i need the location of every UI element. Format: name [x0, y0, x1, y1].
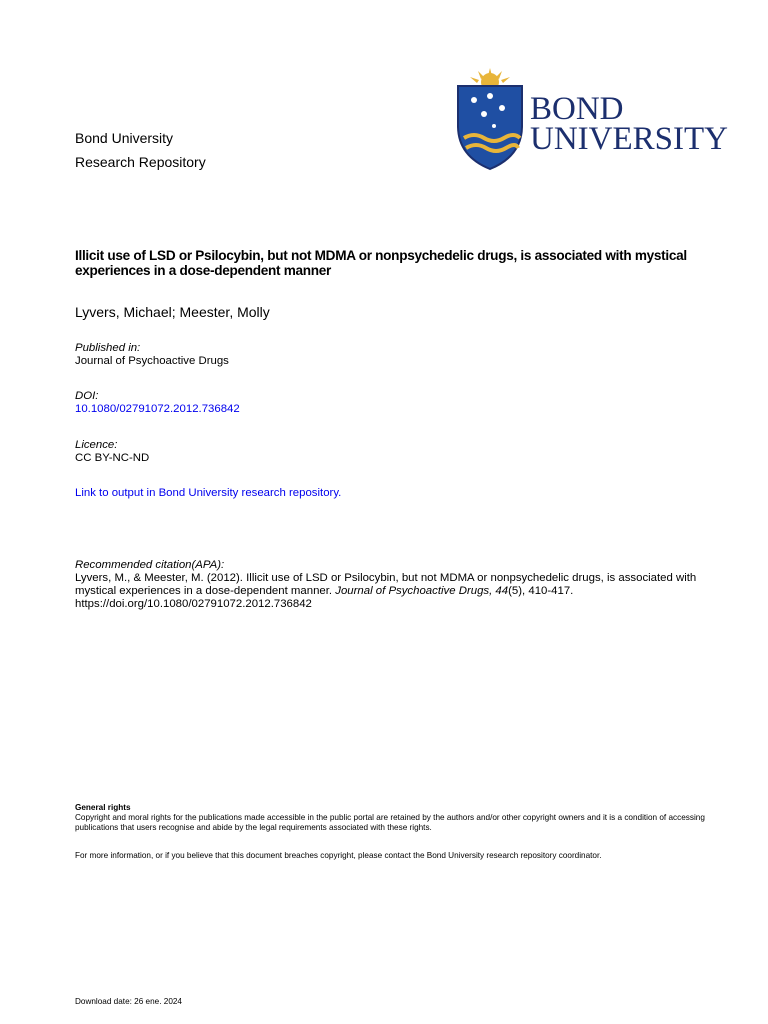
general-rights-text: Copyright and moral rights for the publications made accessible in the public portal are retained by the authors and/or other copyright owners and it is a condition of accessing publications that users recognise and abide by the legal requirements associated with these rights. — [75, 813, 705, 832]
licence-label: Licence: — [75, 439, 118, 451]
logo-text-line-1: BOND — [530, 91, 624, 127]
published-in-block — [75, 342, 229, 368]
output-link-block — [75, 487, 341, 500]
repository-output-link[interactable]: Link to output in Bond University research repository. — [75, 487, 342, 499]
doi-block — [75, 390, 240, 416]
doi-label: DOI: — [75, 390, 99, 402]
general-rights-contact: For more information, or if you believe that this document breaches copyright, please contact the Bond University research repository coordinator. — [75, 851, 602, 860]
published-in-label: Published in: — [75, 342, 141, 354]
general-rights-block — [75, 803, 725, 861]
logo-wordmark — [530, 91, 728, 157]
published-in-value: Journal of Psychoactive Drugs — [75, 355, 229, 367]
repository-name — [75, 126, 206, 174]
paper-authors: Lyvers, Michael; Meester, Molly — [75, 304, 270, 320]
licence-value: CC BY-NC-ND — [75, 452, 150, 464]
crest-icon — [454, 68, 526, 172]
paper-title: Illicit use of LSD or Psilocybin, but not MDMA or nonpsychedelic drugs, is associated with mystical experiences in a dose-dependent manner — [75, 248, 687, 278]
citation-text — [75, 572, 715, 611]
logo-text-line-2: UNIVERSITY — [530, 121, 728, 157]
licence-block — [75, 439, 149, 465]
download-date: Download date: 26 ene. 2024 — [75, 997, 182, 1006]
citation-label: Recommended citation(APA): — [75, 559, 225, 571]
citation-journal: Journal of Psychoactive Drugs, 44 — [335, 585, 509, 597]
doi-link[interactable]: 10.1080/02791072.2012.736842 — [75, 403, 240, 415]
bond-university-logo — [454, 68, 729, 172]
citation-block — [75, 559, 715, 611]
general-rights-heading: General rights — [75, 803, 131, 812]
repository-line-1: Bond University — [75, 130, 174, 146]
citation-part-2: (5), 410-417. https://doi.org/10.1080/02791072.2012.736842 — [75, 585, 574, 610]
citation-part-1: Lyvers, M., & Meester, M. (2012). Illicit use of LSD or Psilocybin, but not MDMA or nonpsychedelic drugs, is associated with mystical experiences in a dose-dependent manner. — [75, 572, 697, 597]
repository-line-2: Research Repository — [75, 154, 206, 170]
